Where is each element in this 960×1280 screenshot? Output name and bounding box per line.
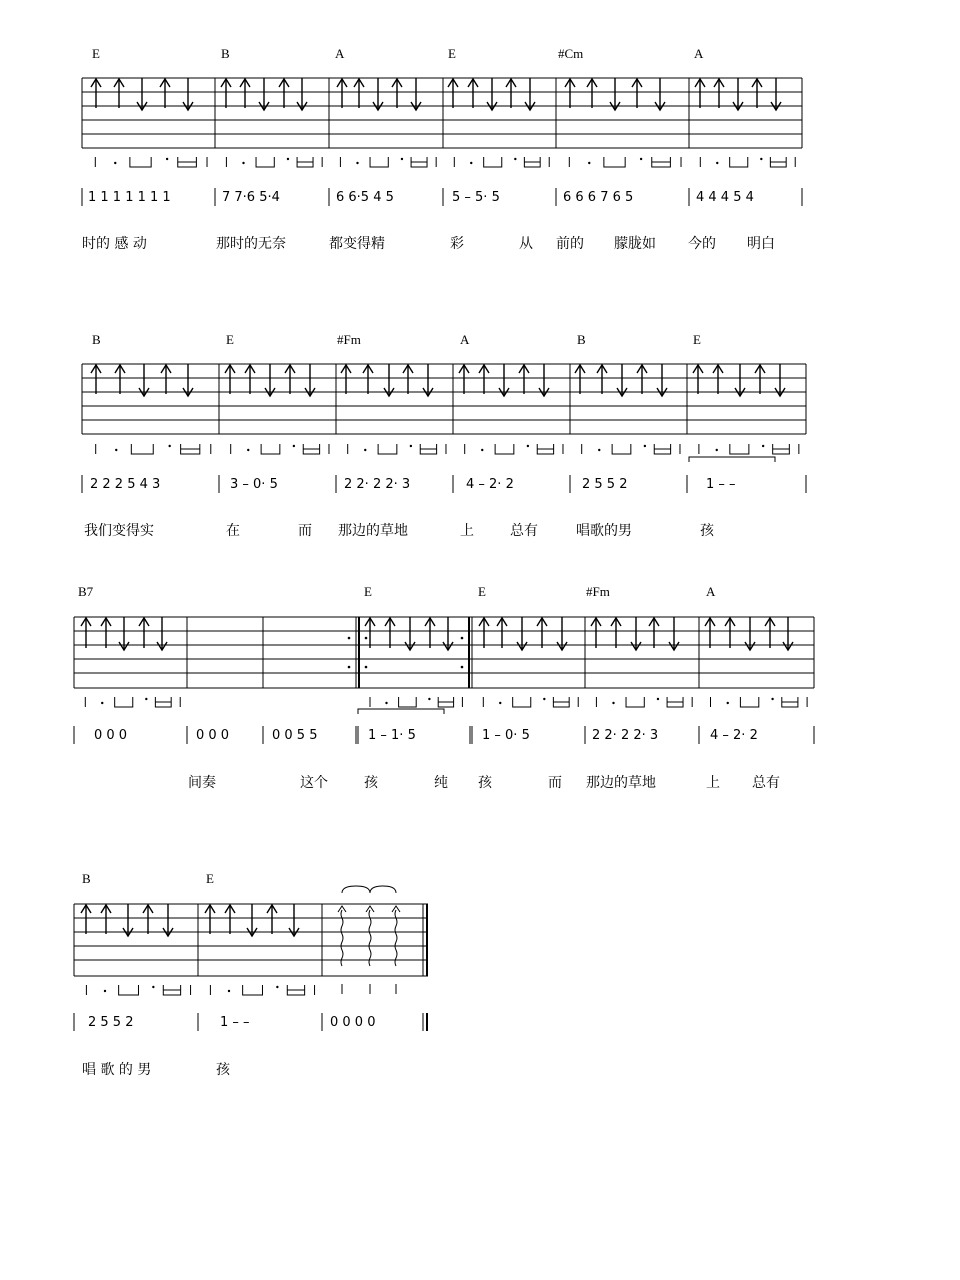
jianpu-measure: 7 7·6 5·4 [222, 190, 280, 205]
jianpu-measure: 1 1 1 1 1 1 1 [88, 190, 171, 205]
lyric: 纯 [434, 775, 448, 791]
jianpu-measure: 6 6 6 7 6 5 [563, 190, 634, 205]
lyric: 那边的草地 [586, 775, 656, 791]
jianpu-measure: 1 – – [220, 1015, 250, 1030]
lyric: 上 [460, 523, 474, 539]
lyric: 从 [519, 236, 533, 252]
chord-label: B [221, 46, 230, 61]
chord-label: A [335, 46, 345, 61]
chord-label: E [92, 46, 100, 61]
lyric: 明白 [747, 236, 775, 252]
chord-label: E [226, 332, 234, 347]
jianpu-measure: 4 – 2· 2 [466, 477, 514, 492]
rhythm-mark [119, 985, 139, 995]
lyric: 朦胧如 [614, 236, 656, 252]
jianpu-measure: 0 0 5 5 [272, 728, 318, 743]
chord-label: A [706, 584, 716, 599]
chord-label: A [694, 46, 704, 61]
lyric: 孩 [700, 523, 714, 539]
chord-label: #Cm [558, 46, 584, 61]
lyric: 唱 歌 的 男 [82, 1062, 152, 1078]
jianpu-measure: 6 6·5 4 5 [336, 190, 394, 205]
lyric: 间奏 [188, 775, 216, 791]
lyric: 今的 [688, 236, 716, 252]
jianpu-measure: 4 4 4 5 4 [696, 190, 754, 205]
lyric: 那时的无奈 [216, 236, 286, 252]
rhythm-mark [276, 986, 278, 988]
lyric: 彩 [450, 236, 464, 252]
lyric: 而 [548, 775, 562, 791]
jianpu-measure: 1 – 0· 5 [482, 728, 530, 743]
jianpu-measure: 2 2· 2 2· 3 [592, 728, 659, 743]
lyric: 前的 [556, 236, 584, 252]
jianpu-measure: 2 2 2 5 4 3 [90, 477, 161, 492]
lyric: 总有 [510, 523, 538, 539]
lyric: 我们变得实 [84, 523, 154, 539]
lyric: 那边的草地 [338, 523, 408, 539]
jianpu-measure: 0 0 0 0 [330, 1015, 376, 1030]
rhythm-mark [287, 985, 304, 995]
jianpu-measure: 5 – 5· 5 [452, 190, 500, 205]
rhythm-mark [228, 990, 230, 992]
jianpu-measure: 2 2· 2 2· 3 [344, 477, 411, 492]
jianpu-measure: 0 0 0 [196, 728, 230, 743]
chord-label: B [92, 332, 101, 347]
lyric: 孩 [216, 1062, 230, 1078]
lyric: 时的 感 动 [82, 236, 147, 252]
lyric: 孩 [478, 775, 492, 791]
jianpu-measure: 2 5 5 2 [582, 477, 628, 492]
jianpu-measure: 0 0 0 [94, 728, 128, 743]
chord-label: E [448, 46, 456, 61]
lyric: 都变得精 [329, 236, 385, 252]
rhythm-mark [152, 986, 154, 988]
chord-label: B7 [78, 584, 94, 599]
jianpu-measure: 1 – – [706, 477, 736, 492]
jianpu-measure: 2 5 5 2 [88, 1015, 134, 1030]
jianpu-measure: 4 – 2· 2 [710, 728, 758, 743]
chord-label: B [577, 332, 586, 347]
jianpu-measure: 3 – 0· 5 [230, 477, 278, 492]
chord-label: E [693, 332, 701, 347]
chord-label: E [364, 584, 372, 599]
chord-label: E [478, 584, 486, 599]
chord-label: A [460, 332, 470, 347]
lyric: 这个 [300, 775, 328, 791]
chord-label: #Fm [586, 584, 610, 599]
chord-label: #Fm [337, 332, 361, 347]
chord-label: E [206, 871, 214, 886]
lyric: 上 [706, 775, 720, 791]
lyric: 唱歌的男 [576, 523, 632, 539]
rhythm-mark [243, 985, 263, 995]
arpeggio-marks [338, 906, 400, 966]
lyric: 孩 [364, 775, 378, 791]
lyric: 在 [226, 523, 240, 539]
chord-label: B [82, 871, 91, 886]
barlines [0, 1011, 960, 1035]
jianpu-measure: 1 – 1· 5 [368, 728, 416, 743]
rhythm-mark [104, 990, 106, 992]
lyric: 总有 [752, 775, 780, 791]
lyric: 而 [298, 523, 312, 539]
rhythm-mark [163, 985, 180, 995]
